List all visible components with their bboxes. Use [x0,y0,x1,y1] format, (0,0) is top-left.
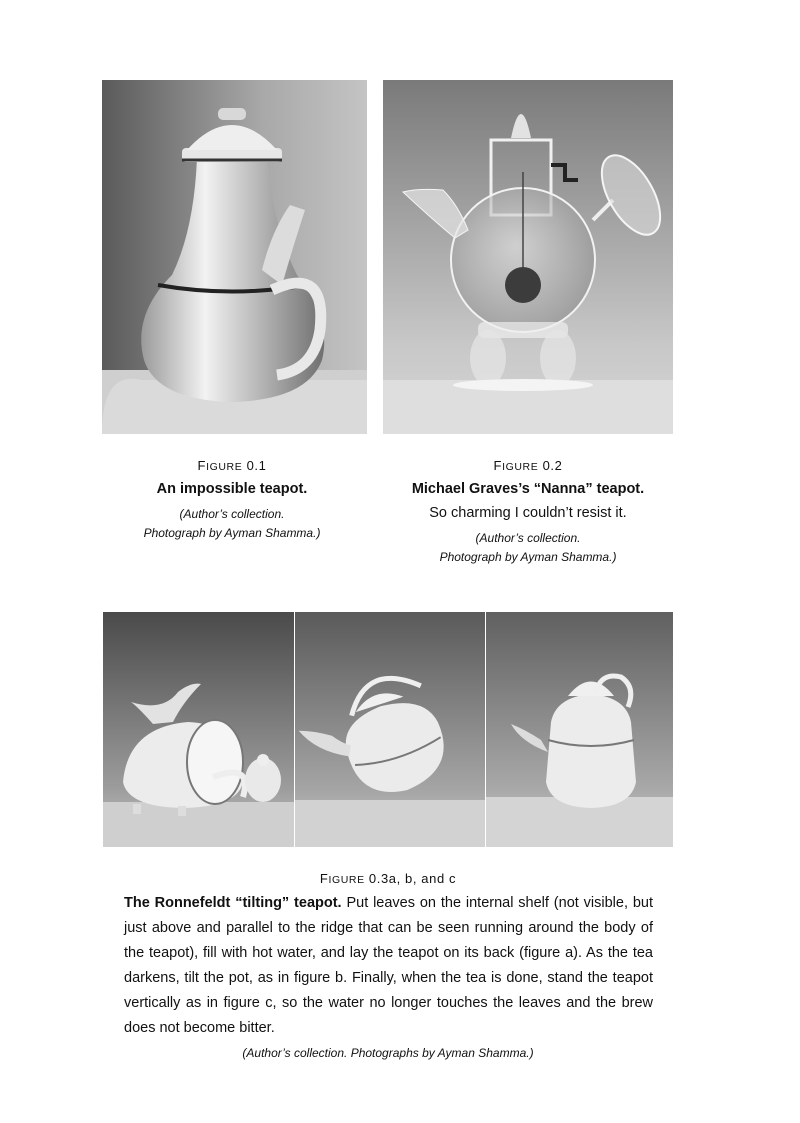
figure-title: An impossible teapot. [156,481,308,497]
figure-0-3-credit [103,1044,673,1063]
figure-text: Put leaves on the internal shelf (not visible, but just above and parallel to the ridge that can be seen running around the body of the teapot), fill with hot water, and lay the teapot on its back (figure a). As the tea darkens, tilt the pot, as in figure b. Finally, when the tea is done, stand the teapot vertically as in figure c, so the water no longer touches the leaves and the brew does not become bitter. [124,895,653,1036]
figure-number: 0.2 [542,458,563,473]
figure-0-3-label-block [103,871,673,886]
figure-label-prefix: F [319,871,329,886]
figure-0-1-caption [102,458,362,543]
credit-line-2: Photograph by Ayman Shamma.) [439,550,617,564]
figure-title: The Ronnefeldt “tilting” teapot. [124,895,342,911]
figure-label-small: IGURE [328,874,365,886]
impossible-teapot-image [102,80,367,434]
nanna-teapot-image [383,80,673,434]
tilting-teapot-lying-image [103,612,294,847]
figure-label [103,871,673,886]
figure-credit [102,505,362,543]
figure-0-3a-photo [103,612,294,847]
figure-label-prefix: F [493,458,503,473]
figure-0-2-photo [383,80,673,434]
tilting-teapot-upright-image [486,612,673,847]
figure-label-small: IGURE [206,461,243,473]
tilting-teapot-tilted-image [295,612,485,847]
figure-label [383,458,673,473]
credit-line-1: (Author’s collection. [179,507,285,521]
figure-number: 0.3a, b, and c [368,871,457,886]
figure-label-prefix: F [197,458,207,473]
figure-0-3-description [124,891,653,1041]
figure-label [102,458,362,473]
credit-line-1: (Author’s collection. [475,531,581,545]
figure-number: 0.1 [246,458,267,473]
figure-note: So charming I couldn’t resist it. [429,505,627,521]
figure-0-2-caption [383,458,673,567]
figure-credit: (Author’s collection. Photographs by Ayman Shamma.) [242,1046,534,1060]
credit-line-2: Photograph by Ayman Shamma.) [143,526,321,540]
figure-0-3c-photo [486,612,673,847]
figure-0-1-photo [102,80,367,434]
figure-title: Michael Graves’s “Nanna” teapot. [411,481,645,497]
figure-label-small: IGURE [502,461,539,473]
figure-credit [383,529,673,567]
figure-0-3b-photo [295,612,485,847]
